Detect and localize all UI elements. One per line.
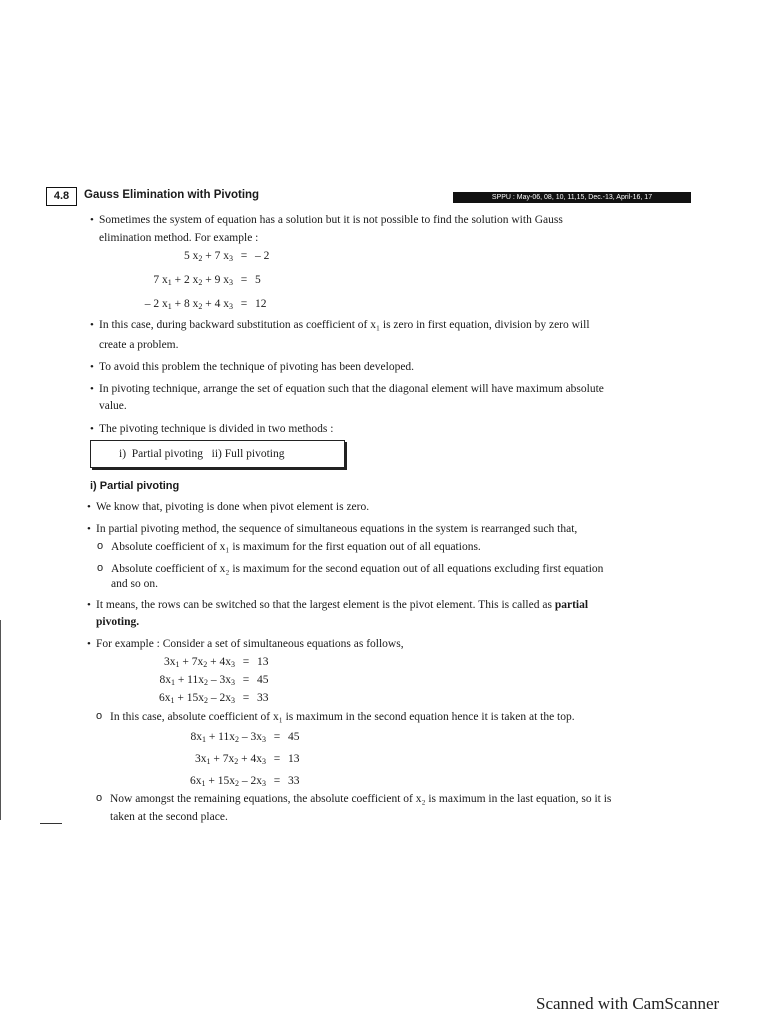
partial-bullet-3-bold-a: partial (554, 599, 589, 611)
partial-sub-3-text: In this case, absolute coefficient of x₁ is maximum in the second equation hence it is taken at the top. (110, 711, 575, 723)
equation-rhs: 13 (288, 753, 300, 765)
equation-equals: = (242, 674, 250, 686)
intro-bullet-3-text: To avoid this problem the technique of pivoting has been developed. (99, 361, 415, 373)
partial-sub-1-text: Absolute coefficient of x₁ is maximum for the first equation out of all equations. (111, 541, 481, 553)
section-title: Gauss Elimination with Pivoting (84, 189, 260, 201)
partial-sub-4 (110, 790, 720, 808)
partial-bullet-1 (96, 498, 369, 516)
intro-bullet-4-line1: In pivoting technique, arrange the set of equation such that the diagonal element will have maximum absolute (99, 383, 604, 395)
partial-sub-2 (111, 560, 711, 578)
equation-rhs: 45 (288, 731, 300, 743)
intro-bullet-4-line2: value. (99, 400, 127, 412)
partial-sub-2-line2: and so on. (111, 578, 158, 590)
equation-equals: = (273, 731, 281, 743)
intro-bullet-5-text: The pivoting technique is divided in two methods : (99, 423, 334, 435)
equation-row (120, 654, 269, 670)
intro-bullet-1 (99, 211, 699, 229)
equation-lhs: 5 $x_2 + 7$ $x_3$ (184, 250, 233, 263)
equation-row (150, 773, 300, 789)
equation-row (110, 296, 267, 312)
equation-lhs: 7 $x_1 + 2$ $x_2 + 9$ $x_3$ (153, 274, 233, 287)
equation-rhs: 5 (255, 274, 261, 286)
equation-lhs: $3x_1 + 7x_2 + 4x_3$ (195, 753, 266, 766)
section-number: 4.8 (53, 190, 70, 202)
equation-row (110, 248, 269, 264)
intro-bullet-5 (99, 420, 333, 438)
equation-lhs: $6x_1 + 15x_2 - 2x_3$ (159, 692, 235, 705)
equation-equals: = (273, 775, 281, 787)
equation-lhs: $8x_1 + 11x_2 - 3x_3$ (159, 674, 235, 687)
equation-rhs: 33 (288, 775, 300, 787)
equation-equals: = (242, 692, 250, 704)
partial-bullet-4 (96, 635, 404, 653)
partial-sub-3 (110, 708, 575, 726)
equation-row (110, 272, 261, 288)
equation-equals: = (240, 298, 248, 310)
equation-rhs: – 2 (255, 250, 270, 262)
equation-rhs: 33 (257, 692, 269, 704)
left-edge-line (0, 620, 1, 820)
equation-row (150, 751, 300, 767)
methods-box-text: i) Partial pivoting ii) Full pivoting (119, 448, 285, 460)
equation-rhs: 13 (257, 656, 269, 668)
equation-lhs: $6x_1 + 15x_2 - 2x_3$ (190, 775, 266, 788)
intro-bullet-1-line1: Sometimes the system of equation has a solution but it is not possible to find the solution with Gauss (99, 214, 563, 226)
partial-bullet-3-bold-b: pivoting. (96, 616, 140, 628)
partial-bullet-1-text: We know that, pivoting is done when pivot element is zero. (96, 501, 370, 513)
intro-bullet-2-line1: In this case, during backward substitution as coefficient of x₁ is zero in first equation, division by zero will (99, 319, 590, 331)
intro-bullet-4 (99, 380, 699, 398)
partial-bullet-4-text: For example : Consider a set of simultaneous equations as follows, (96, 638, 404, 650)
equation-equals: = (240, 274, 248, 286)
intro-bullet-1-line2: elimination method. For example : (99, 232, 259, 244)
equation-equals: = (273, 753, 281, 765)
partial-sub-1 (111, 538, 481, 556)
equation-rhs: 45 (257, 674, 269, 686)
camscanner-watermark: Scanned with CamScanner (536, 994, 720, 1013)
intro-bullet-3 (99, 358, 414, 376)
partial-sub-4-line2: taken at the second place. (110, 811, 228, 823)
equation-equals: = (242, 656, 250, 668)
margin-dash (40, 823, 62, 824)
section-number-box (46, 187, 77, 206)
equation-lhs: – 2 $x_1 + 8$ $x_2 + 4$ $x_3$ (144, 298, 233, 311)
equation-equals: = (240, 250, 248, 262)
partial-bullet-3-text: It means, the rows can be switched so that the largest element is the pivot element. This is called as (96, 599, 552, 611)
partial-sub-4-line1: Now amongst the remaining equations, the absolute coefficient of x₂ is maximum in the last equation, so it is (110, 793, 612, 805)
partial-pivoting-heading: i) Partial pivoting (90, 480, 180, 492)
partial-sub-2-line1: Absolute coefficient of x₂ is maximum for the second equation out of all equations excluding first equation (111, 563, 604, 575)
partial-bullet-3-line2 (96, 613, 139, 631)
methods-box (90, 440, 345, 468)
equation-rhs: 12 (255, 298, 267, 310)
equation-row (150, 729, 300, 745)
partial-bullet-2 (96, 520, 716, 538)
equation-lhs: $3x_1 + 7x_2 + 4x_3$ (164, 656, 235, 669)
equation-lhs: $8x_1 + 11x_2 - 3x_3$ (190, 731, 266, 744)
equation-row (120, 690, 269, 706)
partial-bullet-2-text: In partial pivoting method, the sequence of simultaneous equations in the system is rearranged such that, (96, 523, 578, 535)
intro-bullet-2-line2: create a problem. (99, 339, 179, 351)
intro-bullet-2 (99, 316, 699, 334)
exam-badge: SPPU : May-06, 08, 10, 11,15, Dec.-13, April-16, 17 (453, 192, 691, 203)
partial-bullet-3 (96, 596, 706, 614)
equation-row (120, 672, 269, 688)
